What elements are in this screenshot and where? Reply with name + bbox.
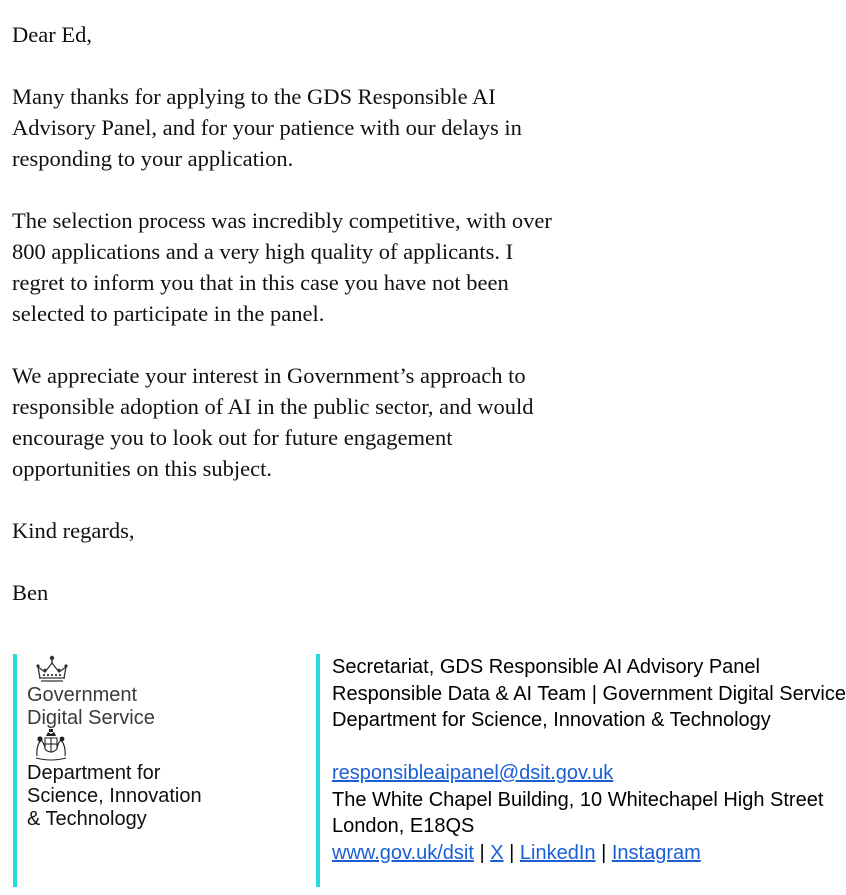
x-link[interactable]: X [490,841,504,864]
text-line: encourage you to look out for future engagement [12,425,453,450]
text-line: responsible adoption of AI in the public sector, and would [12,394,534,419]
link-separator: | [479,841,485,864]
text-line: Many thanks for applying to the GDS Responsible AI [12,84,496,109]
sig-links-row [332,840,701,867]
text-line: Ben [12,580,49,605]
gds-logo-line1: Government [27,684,138,706]
paragraph-appreciation [12,360,662,484]
text-line: We appreciate your interest in Government’s approach to [12,363,526,388]
dsit-logo [27,728,202,831]
link-separator: | [601,841,607,864]
sig-team-line1: Secretariat, GDS Responsible AI Advisory Panel [332,656,760,678]
sender-name [12,577,662,608]
crown-icon [35,654,69,684]
greeting-text: Dear Ed, [12,22,92,47]
text-line: 800 applications and a very high quality of applicants. I [12,239,514,264]
paragraph-selection [12,205,662,329]
dsit-logo-line3: & Technology [27,808,147,830]
gds-logo [27,654,155,730]
sig-address-line1: The White Chapel Building, 10 Whitechapel High Street [332,788,824,811]
linkedin-link[interactable]: LinkedIn [519,841,596,864]
signature-logos [13,654,307,887]
sig-team-line3: Department for Science, Innovation & Technology [332,709,771,731]
link-separator: | [509,841,515,864]
instagram-link[interactable]: Instagram [611,841,701,864]
text-line: Kind regards, [12,518,135,543]
text-line: responding to your application. [12,146,294,171]
royal-arms-icon [31,728,71,762]
dsit-logo-line1: Department for [27,762,161,784]
gds-logo-line2: Digital Service [27,707,155,729]
greeting [12,19,662,50]
sig-email-row [332,760,667,787]
text-line: Advisory Panel, and for your patience with our delays in [12,115,522,140]
dsit-logo-line2: Science, Innovation [27,785,202,807]
sig-spacer [332,734,667,761]
paragraph-thanks [12,81,662,174]
signature-details [316,654,846,887]
text-line: selected to participate in the panel. [12,301,325,326]
email-body [12,19,662,608]
sig-team-line2: Responsible Data & AI Team | Government Digital Service [332,682,846,705]
text-line: The selection process was incredibly competitive, with over [12,208,552,233]
sig-address-line2: London, E18QS [332,815,475,837]
signature-text [332,654,846,866]
email-link[interactable]: responsibleaipanel@dsit.gov.uk [332,762,614,784]
text-line: regret to inform you that in this case you have not been [12,270,509,295]
website-link[interactable]: www.gov.uk/dsit [332,841,474,864]
sign-off [12,515,662,546]
text-line: opportunities on this subject. [12,456,272,481]
